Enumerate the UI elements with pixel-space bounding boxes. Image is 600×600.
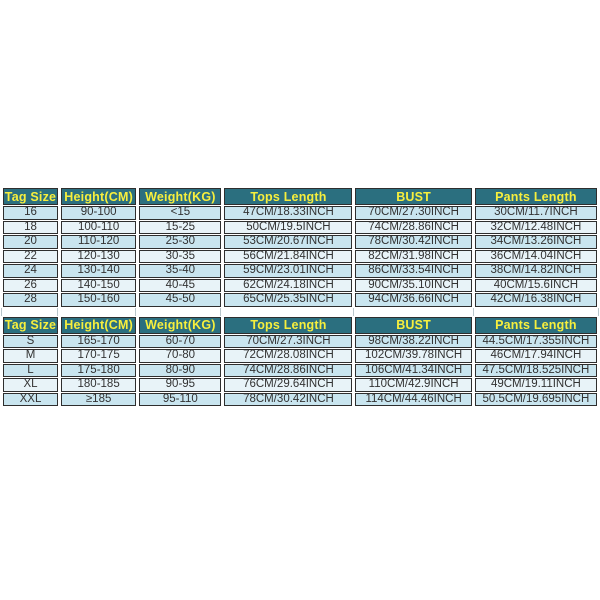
table-cell: L	[3, 364, 58, 378]
header-cell: Tops Length	[224, 188, 352, 205]
table-cell: 53CM/20.67INCH	[224, 235, 352, 249]
size-table-kids-header	[3, 188, 597, 205]
table-cell: 62CM/24.18INCH	[224, 279, 352, 293]
table-cell: 120-130	[61, 250, 136, 264]
table-cell: S	[3, 335, 58, 349]
column-guide-line	[220, 308, 221, 316]
table-cell: 70CM/27.30INCH	[355, 206, 471, 220]
table-row	[3, 264, 597, 278]
header-cell: Tag Size	[4, 189, 57, 204]
table-cell: 45-50	[139, 293, 221, 307]
table-cell: 50.5CM/19.695INCH	[475, 393, 597, 407]
header-cell: Pants Length	[475, 317, 597, 334]
header-cell: Weight(KG)	[139, 317, 221, 334]
table-cell: 15-25	[139, 221, 221, 235]
table-gap	[0, 308, 600, 316]
table-cell: 165-170	[61, 335, 136, 349]
size-table-kids	[0, 187, 600, 308]
table-cell: 38CM/14.82INCH	[475, 264, 597, 278]
column-guide-line	[1, 308, 2, 316]
header-row	[3, 188, 597, 205]
table-cell: 150-160	[61, 293, 136, 307]
table-cell: 170-175	[61, 349, 136, 363]
table-cell: 44.5CM/17.355INCH	[475, 335, 597, 349]
table-row	[3, 364, 597, 378]
table-row	[3, 250, 597, 264]
table-row	[3, 221, 597, 235]
table-cell: 82CM/31.98INCH	[355, 250, 471, 264]
table-cell: 16	[3, 206, 58, 220]
table-cell: 80-90	[139, 364, 221, 378]
table-cell: 25-30	[139, 235, 221, 249]
table-cell: 106CM/41.34INCH	[355, 364, 471, 378]
table-cell: 42CM/16.38INCH	[475, 293, 597, 307]
table-cell: 24	[3, 264, 58, 278]
table-cell: 65CM/25.35INCH	[224, 293, 352, 307]
table-cell: XXL	[3, 393, 58, 407]
table-row	[3, 235, 597, 249]
table-cell: 74CM/28.86INCH	[355, 221, 471, 235]
table-cell: 56CM/21.84INCH	[224, 250, 352, 264]
table-row	[3, 349, 597, 363]
table-cell: 98CM/38.22INCH	[355, 335, 471, 349]
table-row	[3, 335, 597, 349]
table-cell: 95-110	[139, 393, 221, 407]
header-cell: Tops Length	[224, 317, 352, 334]
table-cell: 86CM/33.54INCH	[355, 264, 471, 278]
table-cell: 110-120	[61, 235, 136, 249]
table-cell: 78CM/30.42INCH	[224, 393, 352, 407]
header-cell: Weight(KG)	[139, 188, 221, 205]
size-chart-image	[0, 187, 600, 407]
table-cell: 47.5CM/18.525INCH	[475, 364, 597, 378]
table-row	[3, 293, 597, 307]
header-cell: Pants Length	[475, 188, 597, 205]
table-cell: 40-45	[139, 279, 221, 293]
table-cell: 70-80	[139, 349, 221, 363]
table-cell: 72CM/28.08INCH	[224, 349, 352, 363]
table-cell: 60-70	[139, 335, 221, 349]
table-cell: M	[3, 349, 58, 363]
table-cell: 70CM/27.3INCH	[224, 335, 352, 349]
table-cell: 90CM/35.10INCH	[355, 279, 471, 293]
table-cell: 20	[3, 235, 58, 249]
table-cell: 30CM/11.7INCH	[475, 206, 597, 220]
column-guide-line	[598, 308, 599, 316]
table-cell: 175-180	[61, 364, 136, 378]
table-row	[3, 393, 597, 407]
table-cell: 59CM/23.01INCH	[224, 264, 352, 278]
table-cell: 22	[3, 250, 58, 264]
table-row	[3, 279, 597, 293]
header-cell: BUST	[355, 188, 471, 205]
table-cell: 26	[3, 279, 58, 293]
column-guide-line	[353, 308, 354, 316]
table-cell: 100-110	[61, 221, 136, 235]
size-table-kids-body	[3, 206, 597, 307]
column-guide-line	[135, 308, 136, 316]
table-cell: 110CM/42.9INCH	[355, 378, 471, 392]
table-cell: 74CM/28.86INCH	[224, 364, 352, 378]
table-row	[3, 378, 597, 392]
table-cell: XL	[3, 378, 58, 392]
table-cell: 130-140	[61, 264, 136, 278]
size-table-adults-header	[3, 317, 597, 334]
table-cell: 34CM/13.26INCH	[475, 235, 597, 249]
table-cell: <15	[139, 206, 221, 220]
column-guide-line	[473, 308, 474, 316]
header-cell: BUST	[355, 317, 471, 334]
header-cell: Height(CM)	[61, 317, 136, 334]
header-cell: Tag Size	[4, 318, 57, 332]
table-cell: 40CM/15.6INCH	[475, 279, 597, 293]
table-cell: 47CM/18.33INCH	[224, 206, 352, 220]
table-cell: 94CM/36.66INCH	[355, 293, 471, 307]
table-cell: 102CM/39.78INCH	[355, 349, 471, 363]
table-cell: 32CM/12.48INCH	[475, 221, 597, 235]
table-cell: 28	[3, 293, 58, 307]
table-cell: 46CM/17.94INCH	[475, 349, 597, 363]
table-cell: 90-100	[61, 206, 136, 220]
table-cell: 114CM/44.46INCH	[355, 393, 471, 407]
table-cell: 35-40	[139, 264, 221, 278]
table-cell: 78CM/30.42INCH	[355, 235, 471, 249]
table-cell: 49CM/19.11INCH	[475, 378, 597, 392]
table-cell: 90-95	[139, 378, 221, 392]
table-cell: 36CM/14.04INCH	[475, 250, 597, 264]
table-row	[3, 206, 597, 220]
table-cell: 76CM/29.64INCH	[224, 378, 352, 392]
table-cell: 180-185	[61, 378, 136, 392]
size-table-adults-body	[3, 335, 597, 407]
header-cell: Height(CM)	[61, 188, 136, 205]
column-guide-line	[57, 308, 58, 316]
table-cell: 30-35	[139, 250, 221, 264]
table-cell: 50CM/19.5INCH	[224, 221, 352, 235]
header-row	[3, 317, 597, 334]
table-cell: ≥185	[61, 393, 136, 407]
size-table-adults	[0, 316, 600, 408]
table-cell: 140-150	[61, 279, 136, 293]
table-cell: 18	[3, 221, 58, 235]
